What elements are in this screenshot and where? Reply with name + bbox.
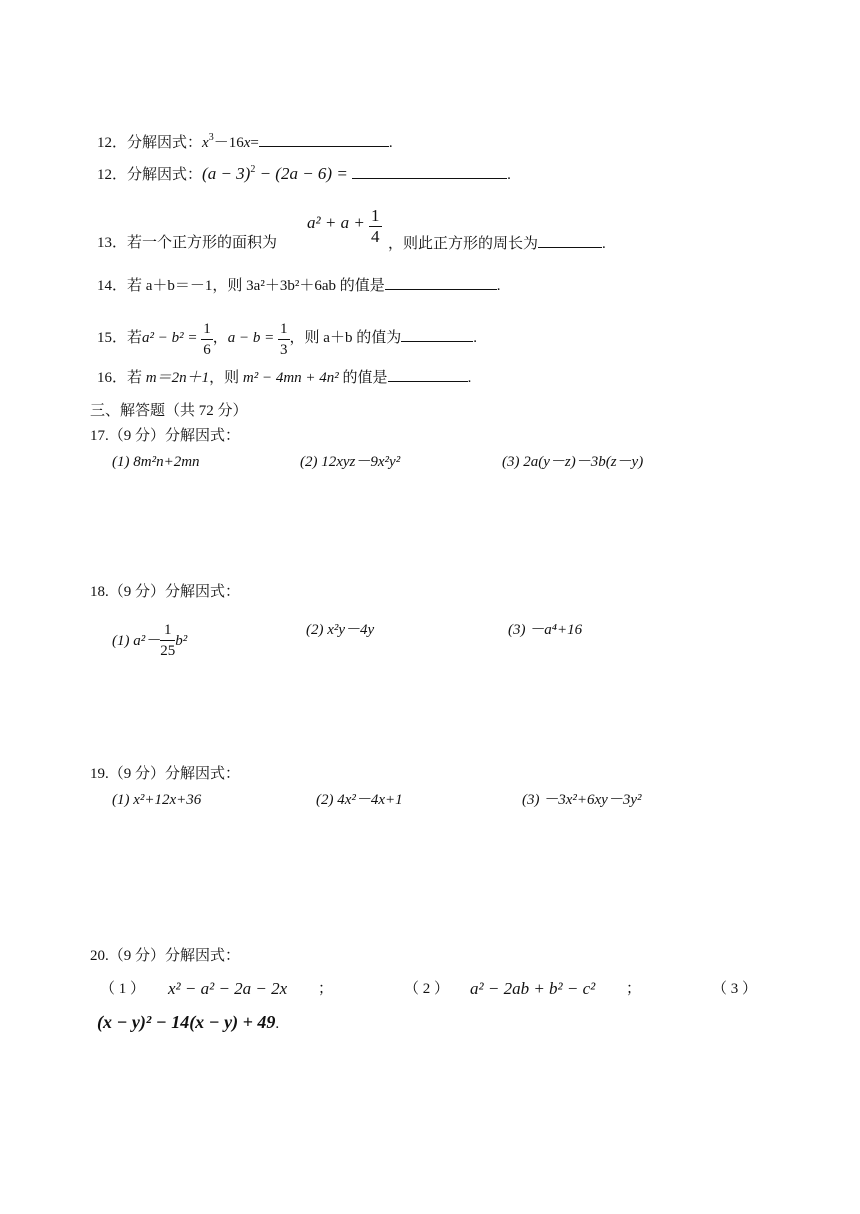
fraction-numerator: 1 (371, 206, 380, 225)
question-15 (97, 319, 477, 360)
answer-blank[interactable] (401, 327, 473, 342)
period: . (388, 135, 393, 151)
math-exp: 3 (208, 132, 214, 143)
q20-part3-label: （ 3 ） (712, 981, 758, 997)
math-expr: b² (175, 633, 188, 649)
fraction (278, 319, 290, 360)
q13-area-expr (307, 206, 382, 247)
answer-blank[interactable] (388, 367, 468, 382)
question-text: 若 a＋b＝－1，则 3a²＋3b²＋6ab 的值是 (127, 278, 385, 294)
question-number: 12． (97, 135, 128, 151)
question-number: 16． (97, 370, 128, 386)
question-number: 13． (97, 235, 128, 251)
question-12b (97, 164, 511, 185)
q20-part3: (x − y)² − 14(x − y) + 49 (97, 1012, 276, 1032)
section-title: 三、解答题（共 72 分） (90, 403, 248, 419)
math-expr: a² + a + (307, 213, 370, 232)
q20-sep1: ； (318, 981, 334, 997)
question-text: 若一个正方形的面积为 (127, 235, 278, 251)
q17-part3: (3) 2a(y－z)－3b(z－y) (502, 454, 644, 470)
fraction (201, 319, 213, 360)
question-19-head: 19.（9 分）分解因式： (90, 766, 241, 782)
question-text: 若 (127, 370, 146, 386)
question-text: ，则此正方形的周长为 (388, 236, 539, 252)
fraction-numerator: 1 (201, 319, 213, 340)
question-text: 若 (127, 330, 143, 346)
question-12a (97, 132, 393, 153)
fraction-denominator: 3 (280, 342, 288, 358)
math-expr: (a − 3) (202, 164, 251, 183)
math-expr: a − b = (227, 330, 279, 346)
math-exp: 2 (250, 164, 256, 175)
fraction-denominator: 25 (160, 643, 176, 659)
fraction-numerator: 1 (278, 319, 290, 340)
period: . (496, 278, 501, 294)
period: . (602, 236, 606, 252)
answer-blank[interactable] (538, 233, 602, 248)
q19-part1: (1) x²+12x+36 (112, 792, 202, 808)
answer-blank[interactable] (352, 164, 507, 179)
q13-tail (388, 233, 606, 254)
period: . (473, 330, 477, 346)
answer-blank[interactable] (385, 275, 497, 290)
math-expr: a² − b² = (142, 330, 202, 346)
question-number: 14． (97, 278, 128, 294)
math-expr: m＝2n＋1 (145, 370, 210, 386)
question-label: 分解因式： (127, 167, 203, 183)
math-eq: = (250, 135, 259, 151)
answer-blank[interactable] (259, 132, 389, 147)
period: . (507, 167, 511, 183)
q20-part3-line (97, 1012, 279, 1034)
q20-part1-label: （ 1 ） (100, 981, 146, 997)
question-20-head: 20.（9 分）分解因式： (90, 948, 241, 964)
q18-part3: (3) －a⁴+16 (508, 622, 583, 638)
question-17-head: 17.（9 分）分解因式： (90, 428, 241, 444)
q17-part2: (2) 12xyz－9x²y² (300, 454, 401, 470)
question-text: 的值是 (338, 370, 388, 386)
separator: ， (212, 330, 228, 346)
q20-sep2: ； (626, 981, 642, 997)
math-expr: m² − 4mn + 4n² (242, 370, 339, 386)
q18-part1 (112, 620, 187, 661)
question-number: 15． (97, 330, 128, 346)
question-number: 12． (97, 167, 128, 183)
math-expr: (1) a²－ (112, 633, 161, 649)
fraction (160, 620, 175, 661)
question-13 (97, 233, 277, 253)
q20-part2-label: （ 2 ） (404, 981, 450, 997)
question-text: ，则 (209, 370, 243, 386)
q17-part1: (1) 8m²n+2mn (112, 454, 200, 470)
fraction (369, 206, 382, 247)
q19-part2: (2) 4x²－4x+1 (316, 792, 403, 808)
q20-part1: x² − a² − 2a − 2x (168, 979, 288, 998)
math-op: －16 (213, 135, 244, 151)
fraction-denominator: 4 (371, 227, 380, 246)
fraction-denominator: 6 (203, 342, 211, 358)
question-14 (97, 275, 500, 296)
question-text: ，则 a＋b 的值为 (289, 330, 402, 346)
period: . (275, 1016, 280, 1032)
fraction-numerator: 1 (160, 620, 175, 641)
math-expr: − (2a − 6) = (255, 164, 353, 183)
question-16 (97, 367, 471, 388)
math-var: x (202, 135, 209, 151)
math-var: x (243, 135, 251, 151)
question-label: 分解因式： (127, 135, 203, 151)
q19-part3: (3) －3x²+6xy－3y² (522, 792, 642, 808)
question-18-head: 18.（9 分）分解因式： (90, 584, 241, 600)
period: . (467, 370, 472, 386)
q18-part2: (2) x²y－4y (306, 622, 375, 638)
q20-part2: a² − 2ab + b² − c² (470, 979, 596, 998)
